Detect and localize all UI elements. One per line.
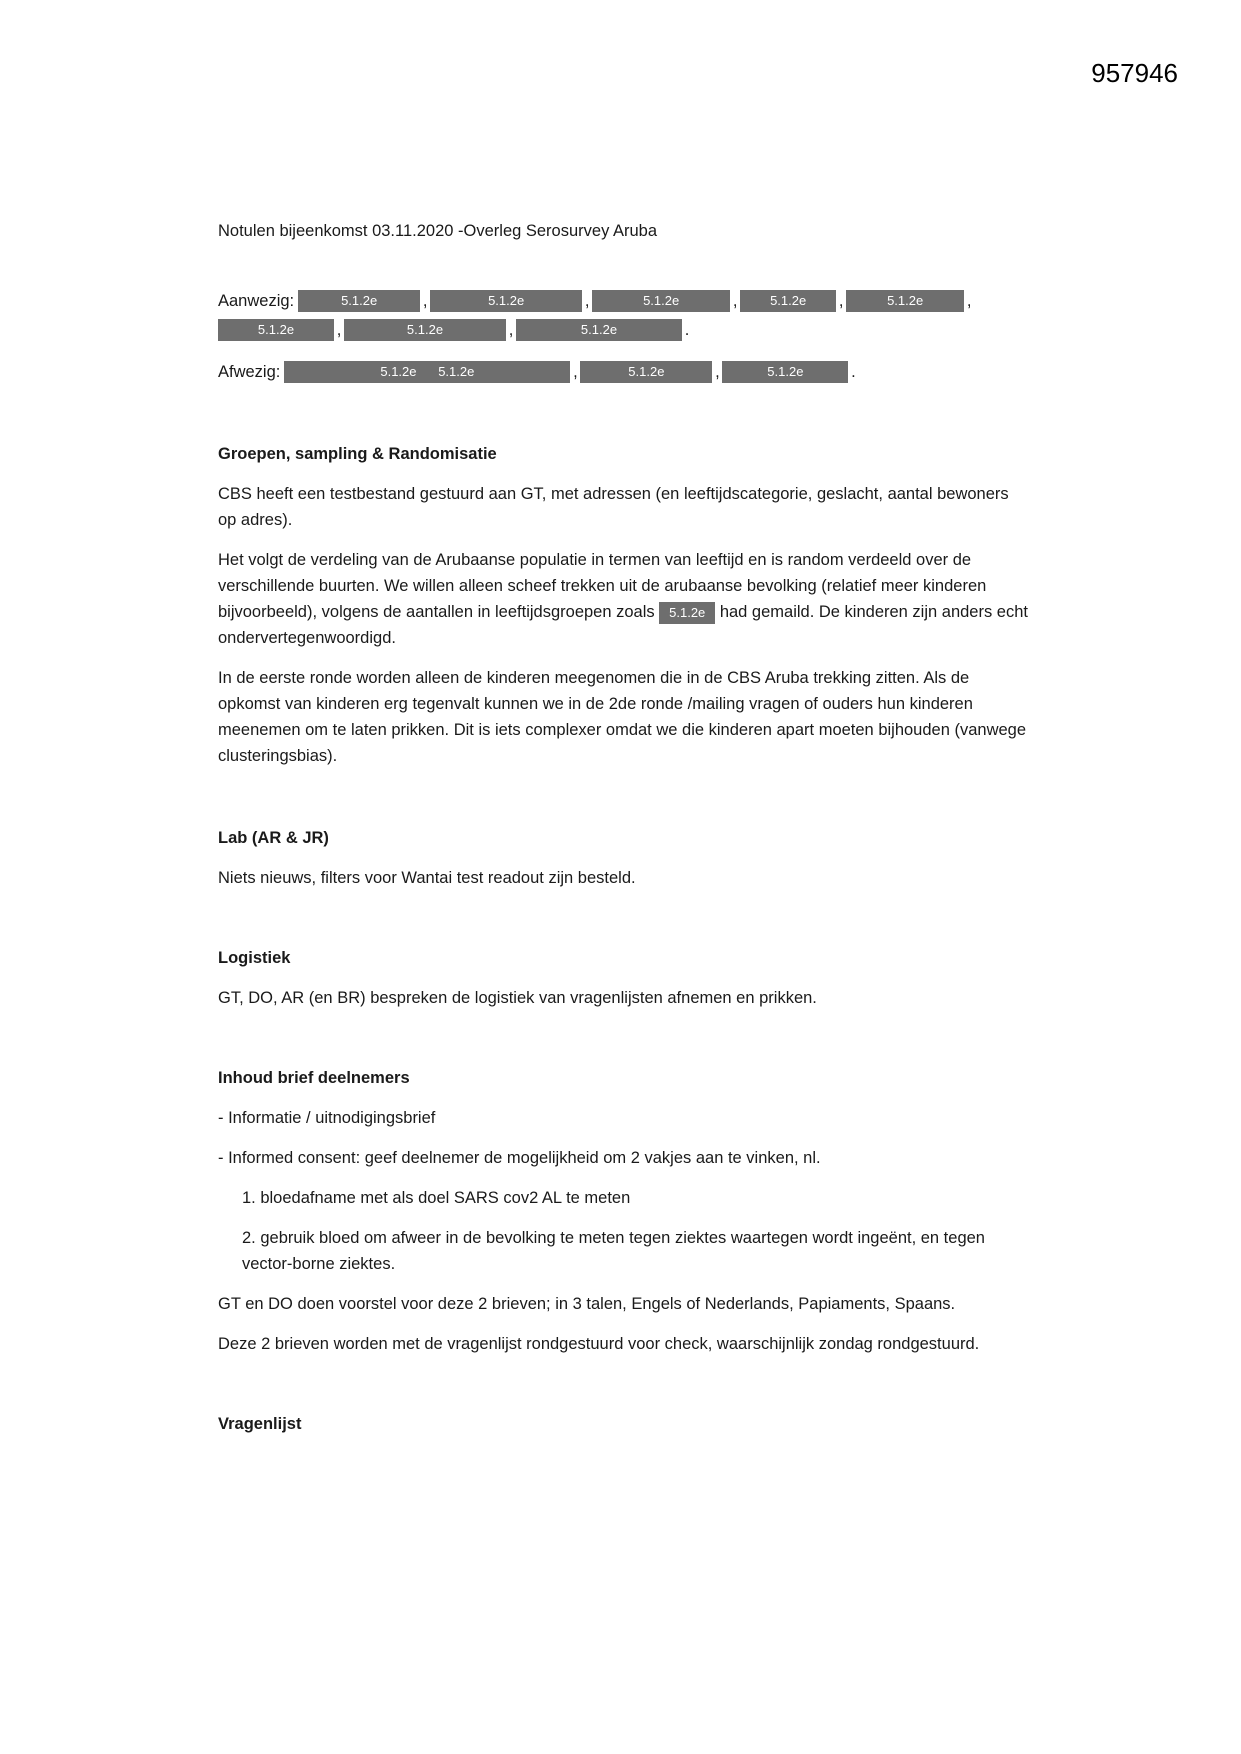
comma: ,	[584, 292, 590, 310]
comma: ,	[966, 292, 972, 310]
redacted-name: 5.1.2e	[740, 290, 836, 312]
comma: ,	[715, 363, 720, 381]
paragraph: In de eerste ronde worden alleen de kinderen meegenomen die in de CBS Aruba trekking zitten. Als de opkomst van kinderen erg tegenvalt kunnen we in de 2de ronde /mailing vragen of ouders hun kinderen meenemen om te laten prikken. Dit is iets complexer omdat we die kinderen apart moeten bijhouden (vanwege clusteringsbias).	[218, 669, 1027, 765]
section-logistiek	[218, 945, 1030, 1011]
section-inhoud	[218, 1065, 1030, 1357]
comma: ,	[422, 292, 428, 310]
document-body	[218, 218, 1030, 1437]
redacted-name: 5.1.2e	[659, 602, 715, 624]
numbered-item: 2. gebruik bloed om afweer in de bevolking te meten tegen ziektes waartegen wordt ingeënt, en tegen vector-borne ziektes.	[242, 1229, 985, 1273]
attendance-block	[218, 288, 1030, 385]
absent-label: Afwezig:	[218, 363, 281, 381]
comma: ,	[336, 321, 342, 339]
section-heading: Groepen, sampling & Randomisatie	[218, 445, 497, 463]
numbered-item: 1. bloedafname met als doel SARS cov2 AL te meten	[242, 1189, 631, 1207]
section-heading: Logistiek	[218, 949, 291, 967]
section-heading: Vragenlijst	[218, 1415, 302, 1433]
redacted-name: 5.1.2e	[430, 290, 582, 312]
paragraph: Niets nieuws, filters voor Wantai test readout zijn besteld.	[218, 869, 636, 887]
section-lab	[218, 825, 1030, 891]
present-line-continued	[218, 317, 1030, 343]
comma: ,	[732, 292, 738, 310]
comma: ,	[508, 321, 514, 339]
redacted-name: 5.1.2e	[218, 319, 334, 341]
redacted-name: 5.1.2e	[592, 290, 730, 312]
period: .	[851, 363, 856, 381]
paragraph: GT en DO doen voorstel voor deze 2 brieven; in 3 talen, Engels of Nederlands, Papiaments, Spaans.	[218, 1295, 956, 1313]
document-number: 957946	[1091, 58, 1178, 88]
period: .	[684, 321, 690, 339]
section-vragenlijst	[218, 1411, 1030, 1437]
section-heading: Inhoud brief deelnemers	[218, 1069, 410, 1087]
absent-line	[218, 359, 1030, 385]
comma: ,	[838, 292, 844, 310]
section-groepen	[218, 441, 1030, 769]
list-item: - Informatie / uitnodigingsbrief	[218, 1109, 436, 1127]
comma: ,	[573, 363, 578, 381]
paragraph: CBS heeft een testbestand gestuurd aan GT, met adressen (en leeftijdscategorie, geslacht, aantal bewoners op adres).	[218, 485, 1009, 529]
present-label: Aanwezig:	[218, 292, 295, 310]
redacted-name: 5.1.2e	[344, 319, 506, 341]
present-line	[218, 288, 1030, 314]
redacted-name: 5.1.2e	[722, 361, 848, 383]
redacted-name: 5.1.2e	[516, 319, 682, 341]
redacted-name-pair: 5.1.2e 5.1.2e	[284, 361, 570, 383]
redacted-name: 5.1.2e	[298, 290, 420, 312]
list-item: - Informed consent: geef deelnemer de mogelijkheid om 2 vakjes aan te vinken, nl.	[218, 1149, 821, 1167]
paragraph: Deze 2 brieven worden met de vragenlijst rondgestuurd voor check, waarschijnlijk zondag rondgestuurd.	[218, 1335, 980, 1353]
section-heading: Lab (AR & JR)	[218, 829, 329, 847]
redacted-name: 5.1.2e	[846, 290, 964, 312]
paragraph: GT, DO, AR (en BR) bespreken de logistiek van vragenlijsten afnemen en prikken.	[218, 989, 817, 1007]
paragraph: Het volgt de verdeling van de Arubaanse populatie in termen van leeftijd en is random verdeeld over de verschillende buurten. We willen alleen scheef trekken uit de arubaanse bevolking (relatief meer kinderen bijvoorbeeld), volgens de aantallen in leeftijdsgroepen zoals 5.1.2e had gemaild. De kinderen zijn anders echt ondervertegenwoordigd.	[218, 551, 1028, 647]
redacted-name: 5.1.2e	[580, 361, 712, 383]
document-title: Notulen bijeenkomst 03.11.2020 -Overleg Serosurvey Aruba	[218, 222, 658, 240]
